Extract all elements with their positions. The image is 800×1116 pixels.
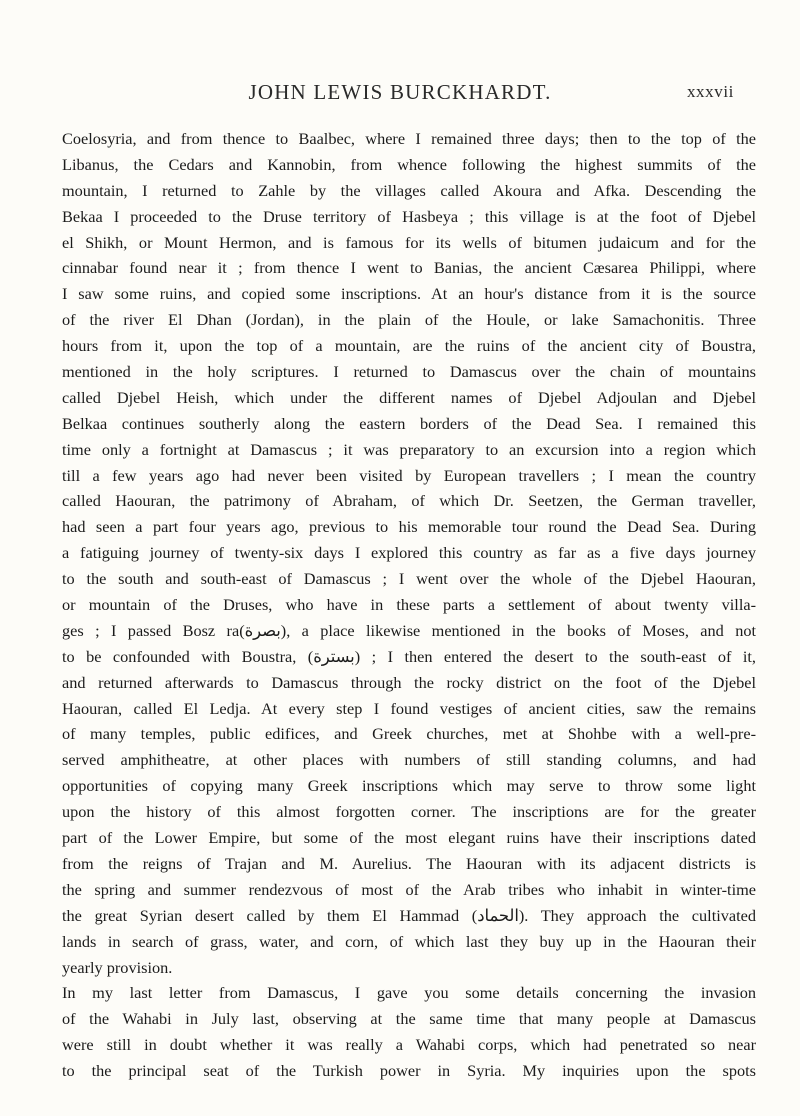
text-line: till a few years ago had never been visited by European travellers ; I mean the country — [62, 465, 756, 485]
text-line: to the south and south-east of Damascus ; I went over the whole of the Djebel Haouran, — [62, 569, 756, 589]
text-line: of the Wahabi in July last, observing at the same time that many people at Damascus — [62, 1009, 756, 1029]
text-line: I saw some ruins, and copied some inscriptions. At an hour's distance from it is the source — [62, 284, 756, 304]
paragraph-end-line: yearly provision. — [62, 957, 173, 977]
text-line: were still in doubt whether it was really a Wahabi corps, which had penetrated so near — [62, 1035, 756, 1055]
text-line: a fatiguing journey of twenty-six days I explored this country as far as a five days journey — [62, 543, 756, 563]
text-line: hours from it, upon the top of a mountain, are the ruins of the ancient city of Boustra, — [62, 336, 756, 356]
text-line: part of the Lower Empire, but some of the most elegant ruins have their inscriptions dated — [62, 828, 756, 848]
running-head — [0, 80, 800, 110]
running-title: JOHN LEWIS BURCKHARDT. — [248, 80, 552, 104]
text-line: Haouran, called El Ledja. At every step I found vestiges of ancient cities, saw the remains — [62, 698, 756, 718]
text-line: called Haouran, the patrimony of Abraham, of which Dr. Seetzen, the German traveller, — [62, 491, 756, 511]
text-line: and returned afterwards to Damascus through the rocky district on the foot of the Djebel — [62, 672, 756, 692]
text-line: cinnabar found near it ; from thence I went to Banias, the ancient Cæsarea Philippi, where — [62, 258, 756, 278]
text-line: mountain, I returned to Zahle by the villages called Akoura and Afka. Descending the — [62, 180, 756, 200]
text-line: time only a fortnight at Damascus ; it was preparatory to an excursion into a region which — [62, 439, 756, 459]
text-line: Belkaa continues southerly along the eastern borders of the Dead Sea. I remained this — [62, 413, 756, 433]
paragraph-start-line: In my last letter from Damascus, I gave you some details concerning the invasion — [62, 983, 756, 1003]
text-line: Coelosyria, and from thence to Baalbec, where I remained three days; then to the top of the — [62, 129, 756, 148]
text-line: from the reigns of Trajan and M. Aurelius. The Haouran with its adjacent districts is — [62, 853, 756, 873]
text-line: served amphitheatre, at other places with numbers of still standing columns, and had — [62, 750, 756, 770]
text-line: opportunities of copying many Greek inscriptions which may serve to throw some light — [62, 776, 756, 796]
text-line: of the river El Dhan (Jordan), in the plain of the Houle, or lake Samachonitis. Three — [62, 310, 756, 330]
body-text — [62, 126, 756, 1084]
text-line: or mountain of the Druses, who have in these parts a settlement of about twenty villa- — [62, 595, 756, 615]
text-line: the spring and summer rendezvous of most of the Arab tribes who inhabit in winter-time — [62, 879, 756, 899]
text-line: lands in search of grass, water, and corn, of which last they buy up in the Haouran their — [62, 931, 756, 951]
text-line: mentioned in the holy scriptures. I returned to Damascus over the chain of mountains — [62, 362, 756, 382]
text-line: to be confounded with Boustra, (بسترة) ; I then entered the desert to the south-east of it, — [62, 646, 756, 666]
text-line: of many temples, public edifices, and Greek churches, met at Shohbe with a well-pre- — [62, 724, 756, 744]
text-line: to the principal seat of the Turkish power in Syria. My inquiries upon the spots — [62, 1061, 756, 1081]
text-line: called Djebel Heish, which under the different names of Djebel Adjoulan and Djebel — [62, 387, 756, 407]
text-line: Libanus, the Cedars and Kannobin, from whence following the highest summits of the — [62, 154, 756, 174]
text-line: upon the history of this almost forgotten corner. The inscriptions are for the greater — [62, 802, 756, 822]
text-line: Bekaa I proceeded to the Druse territory of Hasbeya ; this village is at the foot of Djebel — [62, 206, 756, 226]
page-number: xxxvii — [686, 82, 734, 101]
text-line: ges ; I passed Bosz ra(بصرة), a place likewise mentioned in the books of Moses, and not — [62, 620, 756, 640]
text-line: had seen a part four years ago, previous to his memorable tour round the Dead Sea. During — [62, 517, 756, 537]
text-line: the great Syrian desert called by them El Hammad (الحماد). They approach the cultivated — [62, 905, 756, 925]
text-line: el Shikh, or Mount Hermon, and is famous for its wells of bitumen judaicum and for the — [62, 232, 756, 252]
